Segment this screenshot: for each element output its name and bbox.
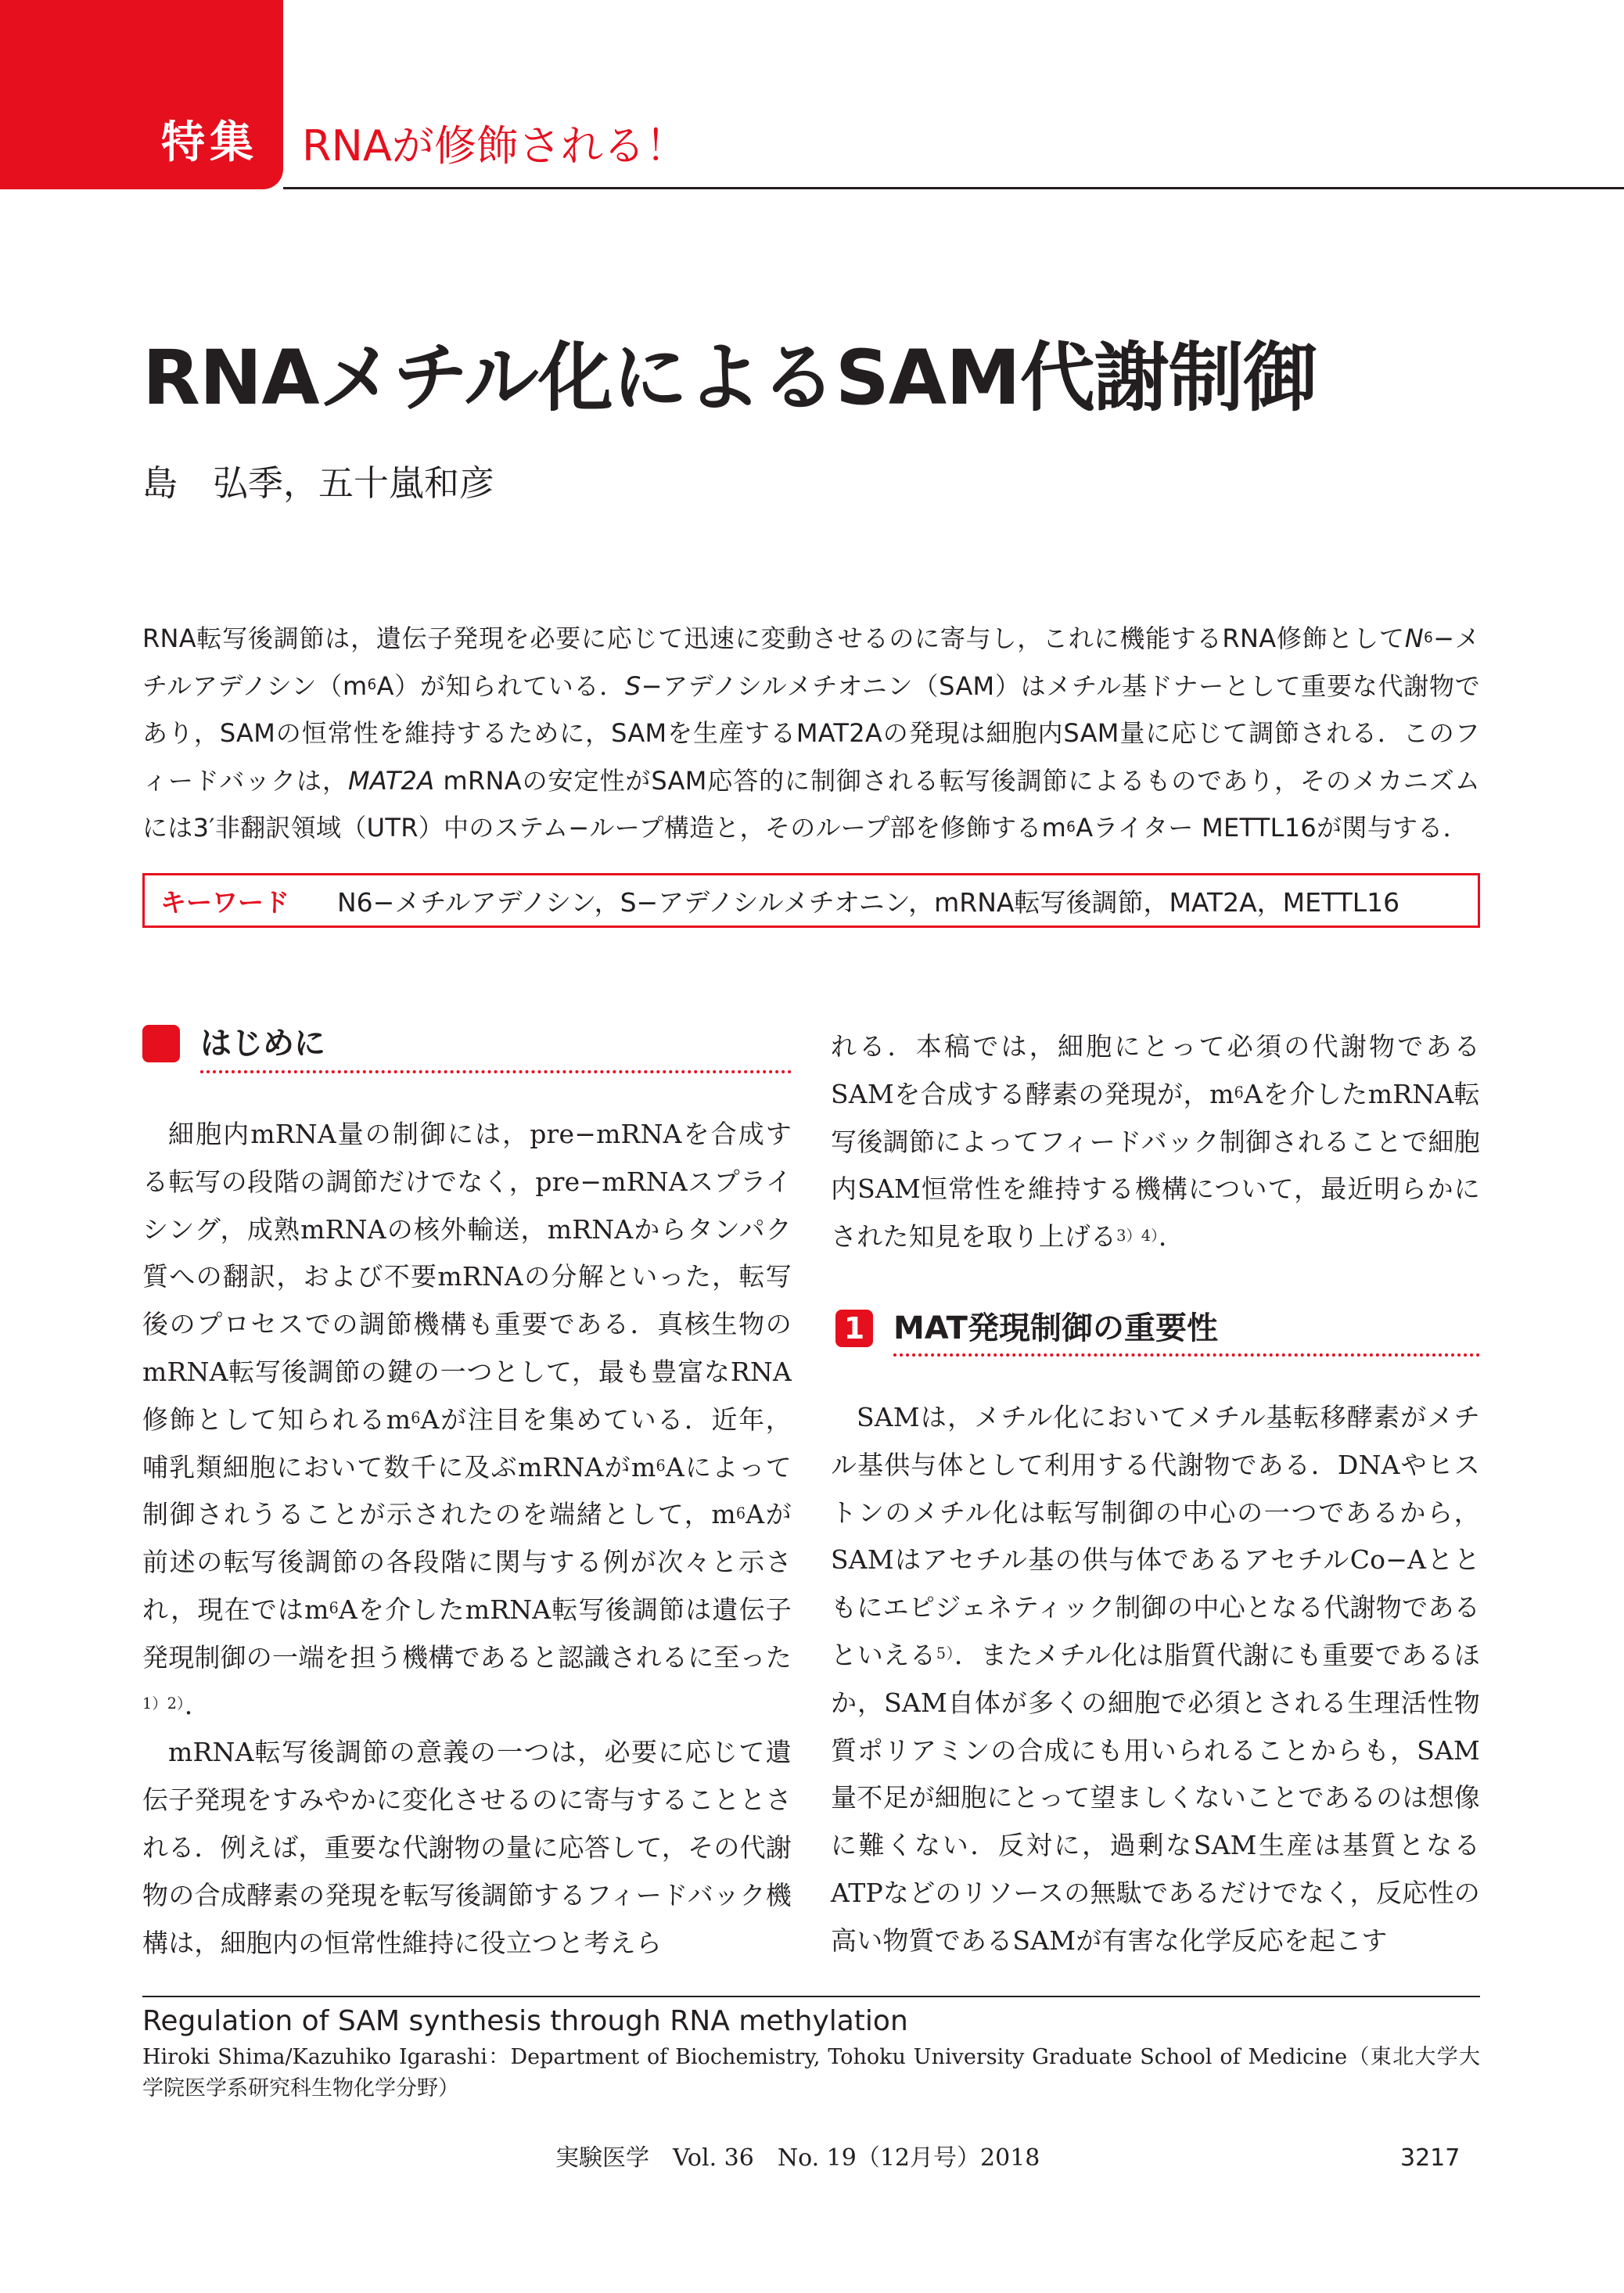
journal-info: 実験医学 Vol. 36 No. 19（12月号）2018 — [555, 2144, 1040, 2172]
section-heading-1 — [835, 1306, 1218, 1350]
section1-paragraph: SAMは，メチル化においてメチル基転移酵素がメチル基供与体として利用する代謝物である．DNAやヒストンのメチル化は転写制御の中心の一つであるから，SAMはアセチル基の供与体であるアセチルCo−Aとともにエピジェネティック制御の中心となる代謝物であるといえる$^{5)}$．またメチル化は脂質代謝にも重要であるほか，SAM自体が多くの細胞で必須とされる生理活性物質ポリアミンの合成にも用いられることからも，SAM量不足が細胞にとって望ましくないことであるのは想像に難くない．反対に，過剰なSAM生産は基質となるATPなどのリソースの無駄であるだけでなく，反応性の高い物質であるSAMが有害な化学反応を起こす — [831, 1402, 1480, 1956]
intro-paragraph-2-continued: れる．本稿では，細胞にとって必須の代謝物であるSAMを合成する酵素の発現が，$m^6A$を介したmRNA転写後調節によってフィードバック制御されることで細胞内SAM恒常性を維持する機構について，最近明らかにされた知見を取り上げる$^{3)4)}$． — [831, 1031, 1480, 1253]
article-title: RNAメチル化によるSAM代謝制御 — [142, 334, 1317, 422]
section-number-badge: 1 — [835, 1310, 873, 1347]
series-title: RNAが修飾される！ — [302, 121, 688, 171]
section-title-1: MAT発現制御の重要性 — [893, 1310, 1218, 1346]
keyword-list: N6−メチルアデノシン，S−アデノシルメチオニン，mRNA転写後調節，MAT2A，METTL16 — [337, 886, 1400, 918]
section-dotted-rule — [893, 1353, 1480, 1357]
intro-paragraph-1: 細胞内mRNA量の制御には，pre−mRNAを合成する転写の段階の調節だけでなく，pre−mRNAスプライシング，成熟mRNAの核外輸送，mRNAからタンパク質への翻訳，および不要mRNAの分解といった，転写後のプロセスでの調節機構も重要である．真核生物のmRNA転写後調節の鍵の一つとして，最も豊富なRNA修飾として知られる$m^6A$が注目を集めている．近年，哺乳類細胞において数千に及ぶmRNAが$m^6A$によって制御されうることが示されたのを端緒として，$m^6A$が前述の転写後調節の各段階に関与する例が次々と示され，現在では$m^6A$を介したmRNA転写後調節は遺伝子発現制御の一端を担う機構であると認識されるに至った$^{1)2)}$． — [142, 1119, 792, 1720]
english-title: Regulation of SAM synthesis through RNA methylation — [142, 2005, 908, 2037]
keyword-label: キーワード — [160, 886, 289, 918]
section-dotted-rule — [200, 1070, 792, 1073]
left-column — [142, 1111, 792, 1967]
authors: 島 弘季，五十嵐和彦 — [142, 462, 495, 504]
header-rule — [283, 187, 1624, 189]
affiliation: Hiroki Shima/Kazuhiko Igarashi：Department of Biochemistry, Tohoku University Graduate School of Medicine（東北大学大学院医学系研究科生物化学分野） — [142, 2045, 1480, 2101]
feature-label: 特集 — [161, 117, 258, 168]
keyword-box — [142, 873, 1480, 928]
right-column-body — [831, 1394, 1480, 1965]
abstract: RNA転写後調節は，遺伝子発現を必要に応じて迅速に変動させるのに寄与し，これに機能するRNA修飾として$N^6-$メチルアデノシン$(m^6A)$が知られている．S−アデノシルメチオニン（SAM）はメチル基ドナーとして重要な代謝物であり，SAMの恒常性を維持するために，SAMを生産するMAT2Aの発現は細胞内SAM量に応じて調節される．このフィードバックは，MAT2A mRNAの安定性がSAM応答的に制御される転写後調節によるものであり，そのメカニズムには3′非翻訳領域（UTR）中のステム−ループ構造と，そのループ部を修飾する$m^6A$ライター METTL16が関与する． — [142, 624, 1481, 843]
section-title-intro: はじめに — [200, 1026, 325, 1062]
page-number: 3217 — [1400, 2144, 1461, 2172]
section-heading-intro — [142, 1022, 325, 1066]
section-square-icon — [142, 1025, 180, 1062]
intro-paragraph-2: mRNA転写後調節の意義の一つは，必要に応じて遺伝子発現をすみやかに変化させるのに寄与することとされる．例えば，重要な代謝物の量に応答して，その代謝物の合成酵素の発現を転写後調節するフィードバック機構は，細胞内の恒常性維持に役立つと考えら — [142, 1737, 792, 1958]
right-column-top — [831, 1023, 1480, 1261]
footer-rule — [142, 1996, 1480, 1997]
